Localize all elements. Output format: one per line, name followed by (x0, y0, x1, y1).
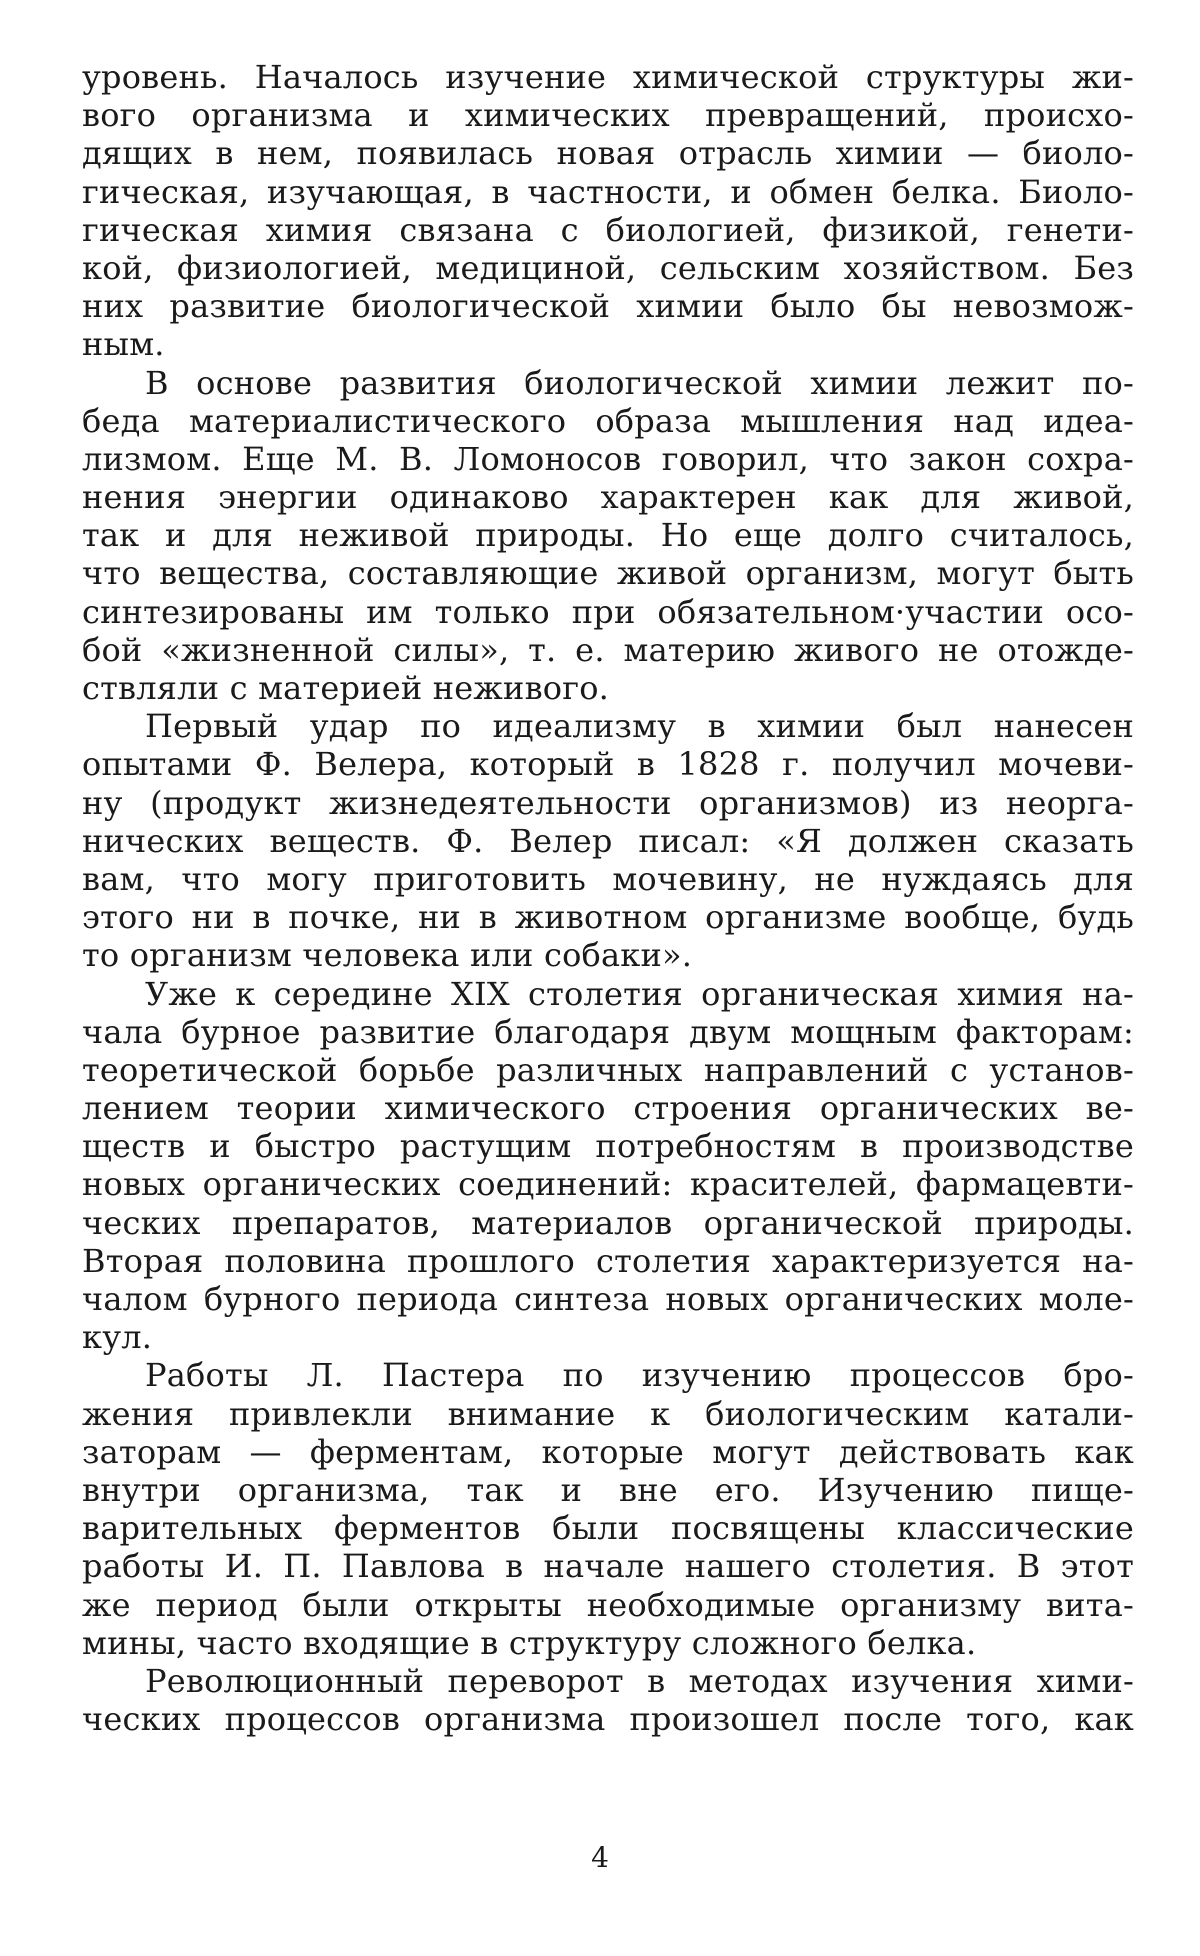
text-line: опытами Ф. Велера, который в 1828 г. получил мочеви- (82, 745, 1134, 784)
text-line: кой, физиологией, медициной, сельским хозяйством. Без (82, 248, 1134, 287)
text-line: мины, часто входящие в структуру сложного белка. (82, 1623, 977, 1662)
text-line: внутри организма, так и вне его. Изучению пище- (82, 1470, 1134, 1509)
text-line: синтезированы им только при обязательном·участии осо- (82, 592, 1134, 631)
text-line: вого организма и химических превращений, происхо- (82, 96, 1134, 135)
paragraph (82, 364, 1134, 708)
paragraph (82, 1356, 1134, 1662)
text-line: чалом бурного периода синтеза новых органических моле- (82, 1280, 1134, 1318)
text-line: них развитие биологической химии было бы невозмож- (82, 287, 1134, 326)
text-line: бой «жизненной силы», т. е. материю живого не отожде- (82, 630, 1134, 669)
text-line: лением теории химического строения органических ве- (82, 1089, 1134, 1128)
text-line: беда материалистического образа мышления над идеа- (82, 401, 1134, 440)
text-line: вам, что могу приготовить мочевину, не нуждаясь для (82, 859, 1134, 898)
paragraph (82, 707, 1134, 974)
text-line: дящих в нем, появилась новая отрасль химии — биоло- (82, 134, 1134, 173)
page-body (82, 58, 1134, 1738)
text-line: лизмом. Еще М. В. Ломоносов говорил, что закон сохра- (82, 439, 1134, 478)
paragraph (82, 975, 1134, 1357)
text-line: ну (продукт жизнедеятельности организмов) из неорга- (82, 783, 1134, 822)
text-line: ческих процессов организма произошел после того, как (82, 1700, 1134, 1739)
text-line: жения привлекли внимание к биологическим катали- (82, 1394, 1134, 1433)
text-line: так и для неживой природы. Но еще долго считалось, (82, 516, 1134, 555)
text-line: ствляли с материей неживого. (82, 669, 610, 707)
text-line: же период были открыты необходимые организму вита- (82, 1585, 1134, 1624)
text-line: чала бурное развитие благодаря двум мощным факторам: (82, 1012, 1134, 1051)
text-line: Работы Л. Пастера по изучению процессов бро- (145, 1356, 1134, 1395)
text-line: этого ни в почке, ни в животном организме вообще, будь (82, 898, 1134, 937)
text-line: новых органических соединений: красителей, фармацевти- (82, 1165, 1134, 1204)
text-line: кул. (82, 1318, 153, 1357)
text-line: Уже к середине XIX столетия органическая химия на- (145, 974, 1134, 1013)
paragraph (82, 58, 1134, 364)
text-line: работы И. П. Павлова в начале нашего столетия. В этот (82, 1547, 1134, 1586)
text-line: Первый удар по идеализму в химии был нанесен (145, 707, 1134, 746)
text-line: нических веществ. Ф. Велер писал: «Я должен сказать (82, 821, 1134, 860)
text-line: то организм человека или собаки». (82, 936, 693, 975)
text-line: заторам — ферментам, которые могут действовать как (82, 1432, 1134, 1471)
paragraph (82, 1662, 1134, 1738)
text-line: что вещества, составляющие живой организм, могут быть (82, 554, 1134, 593)
text-line: гическая химия связана с биологией, физикой, генети- (82, 210, 1134, 249)
text-line: ческих препаратов, материалов органической природы. (82, 1203, 1134, 1242)
text-line: гическая, изучающая, в частности, и обмен белка. Биоло- (82, 172, 1134, 211)
text-line: варительных ферментов были посвящены классические (82, 1509, 1134, 1548)
text-line: Революционный переворот в методах изучения хими- (145, 1661, 1134, 1700)
text-line: уровень. Началось изучение химической структуры жи- (82, 58, 1134, 96)
text-line: В основе развития биологической химии лежит по- (145, 363, 1134, 402)
text-line: Вторая половина прошлого столетия характеризуется на- (82, 1241, 1134, 1280)
page-number: 4 (591, 1841, 609, 1874)
text-line: нения энергии одинаково характерен как для живой, (82, 478, 1134, 517)
text-line: теоретической борьбе различных направлений с установ- (82, 1050, 1134, 1089)
text-line: ществ и быстро растущим потребностям в производстве (82, 1127, 1134, 1166)
text-line: ным. (82, 325, 165, 364)
